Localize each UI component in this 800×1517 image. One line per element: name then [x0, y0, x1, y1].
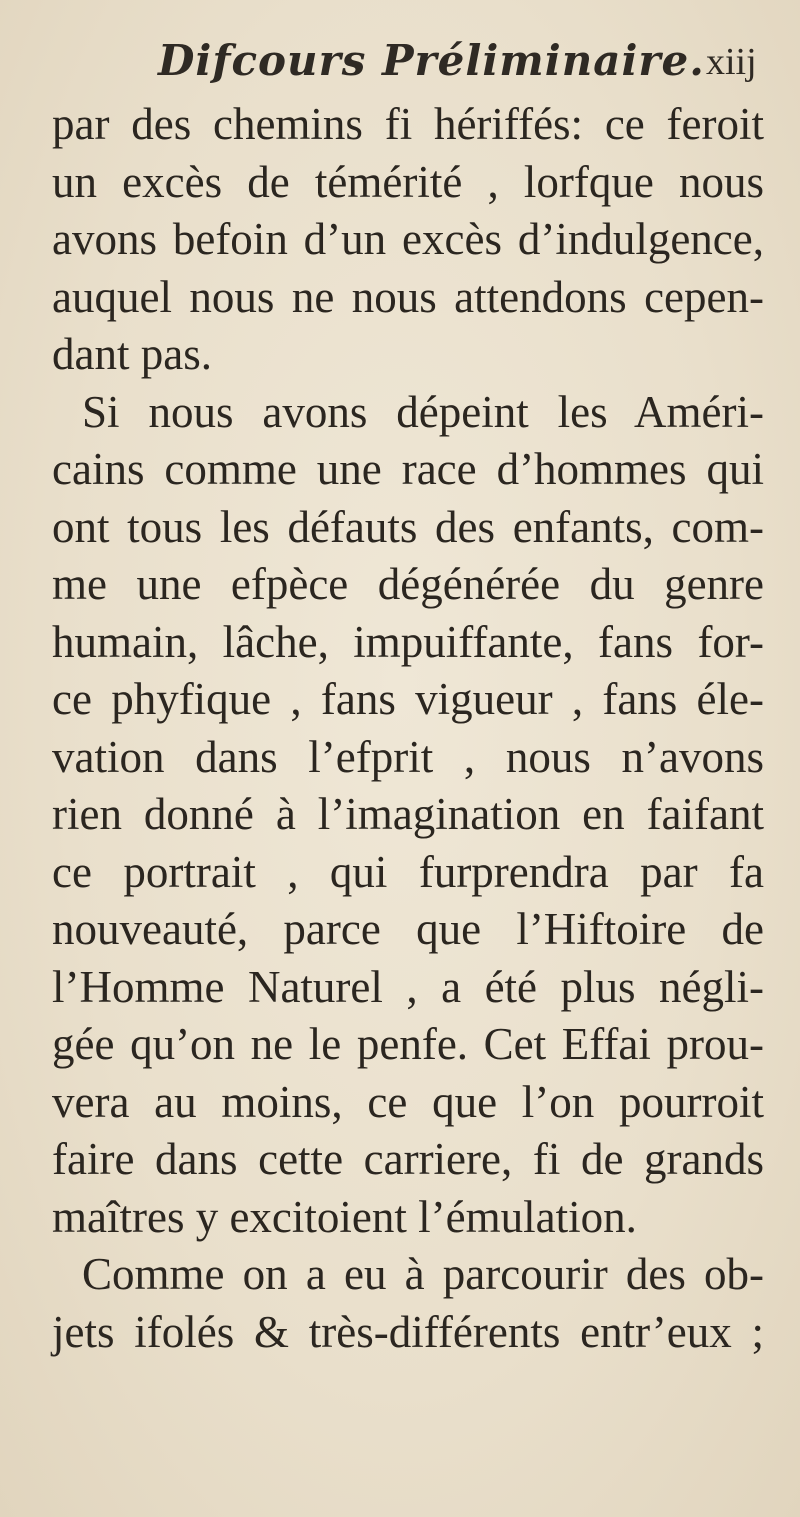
running-title: Difcours Préliminaire. [158, 36, 705, 85]
text-line: gée qu’on ne le penfe. Cet Effai prou- [52, 1019, 764, 1069]
text-line: avons befoin d’un excès d’indulgence, [52, 214, 764, 264]
text-line: cains comme une race d’hommes qui [52, 444, 764, 494]
text-line: vera au moins, ce que l’on pourroit [52, 1076, 764, 1127]
text-line: auquel nous ne nous attendons cepen- [52, 271, 764, 322]
text-line: dant pas. [52, 329, 212, 379]
text-line: ce phyfique , fans vigueur , fans éle- [52, 674, 764, 724]
text-line: un excès de témérité , lorfque nous [52, 156, 764, 207]
text-line: ce portrait , qui furprendra par fa [52, 846, 764, 897]
running-head [0, 36, 800, 96]
text-line: jets ifolés & très-différents entr’eux ; [52, 1306, 764, 1357]
page-number: xiij [706, 41, 757, 83]
text-line: faire dans cette carriere, fi de grands [52, 1134, 764, 1184]
paragraph-start-line: Comme on a eu à parcourir des ob- [82, 1249, 764, 1299]
body-text [52, 96, 764, 1361]
text-line: nouveauté, parce que l’Hiftoire de [52, 904, 764, 954]
text-line: par des chemins fi hériffés: ce feroit [52, 99, 764, 149]
paragraph-start-line: Si nous avons dépeint les Améri- [82, 386, 764, 437]
text-line: maîtres y excitoient l’émulation. [52, 1191, 637, 1242]
text-line: humain, lâche, impuiffante, fans for- [52, 616, 764, 667]
text-line: ont tous les défauts des enfants, com- [52, 501, 764, 552]
text-line: me une efpèce dégénérée du genre [52, 559, 764, 609]
text-line: l’Homme Naturel , a été plus négli- [52, 961, 764, 1012]
text-line: vation dans l’efprit , nous n’avons [52, 731, 764, 782]
text-line: rien donné à l’imagination en faifant [52, 789, 764, 839]
